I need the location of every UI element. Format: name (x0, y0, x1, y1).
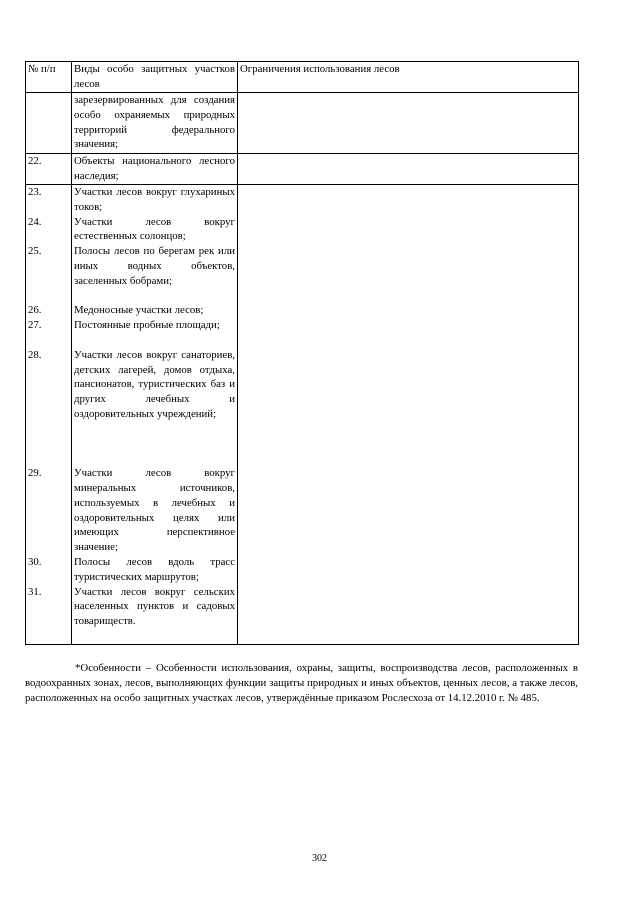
item-number: 26. (28, 304, 42, 317)
item-number: 30. (28, 555, 42, 568)
item-kind: Постоянные пробные площади; (74, 319, 220, 332)
item-number: 24. (28, 215, 42, 228)
table-row (26, 154, 579, 185)
item-number: 23. (28, 186, 42, 198)
cell-number (26, 93, 72, 154)
item-number: 28. (28, 348, 42, 361)
item-kind: Участки лесов вокруг естественных солонцов; (74, 215, 235, 243)
item-kind: Участки лесов вокруг минеральных источников, используемых в лечебных и оздоровительных целях или имеющих перспективное значение; (74, 467, 235, 554)
item-number: 31. (28, 585, 42, 598)
table-row (26, 185, 579, 645)
item-kind: Участки лесов вокруг сельских населенных пунктов и садовых товариществ. (74, 585, 235, 628)
item-number: 25. (28, 245, 42, 258)
footnote: *Особенности – Особенности использования, охраны, защиты, воспроизводства лесов, расположенных в водоохранных зонах, лесов, выполняющих функции защиты природных и иных объектов, ценных лесов, а также лесов, расположенных на особо защитных участках лесов, утверждённые приказом Рослесхоза от 14.12.2010 г. № 485. (25, 662, 578, 704)
table-row (26, 93, 579, 154)
cell-kind: Объекты национального лесного наследия; (72, 154, 238, 185)
item-kind: Полосы лесов по берегам рек или иных водных объектов, заселенных бобрами; (74, 245, 235, 287)
item-number: 29. (28, 467, 42, 480)
cell-restrictions (238, 93, 579, 154)
header-number: № п/п (26, 62, 72, 93)
table-header-row (26, 62, 579, 93)
page-number: 302 (312, 853, 327, 864)
cell-restrictions (238, 154, 579, 185)
header-restrictions: Ограничения использования лесов (238, 62, 579, 93)
header-kind: Виды особо защитных участков лесов (72, 62, 238, 93)
forest-restrictions-table (25, 61, 579, 645)
cell-number-list (26, 185, 72, 645)
cell-restrictions (238, 185, 579, 645)
item-kind: Участки лесов вокруг глухариных токов; (74, 186, 235, 213)
item-kind: Полосы лесов вдоль трасс туристических маршрутов; (74, 555, 235, 583)
item-kind: Медоносные участки лесов; (74, 304, 204, 317)
item-kind: Участки лесов вокруг санаториев, детских лагерей, домов отдыха, пансионатов, туристических баз и других лечебных и оздоровительных учреждений; (74, 348, 235, 420)
cell-kind: зарезервированных для создания особо охраняемых природных территорий федерального значения; (72, 93, 238, 154)
cell-kind-list (72, 185, 238, 645)
cell-number: 22. (26, 154, 72, 185)
item-number: 27. (28, 319, 42, 332)
